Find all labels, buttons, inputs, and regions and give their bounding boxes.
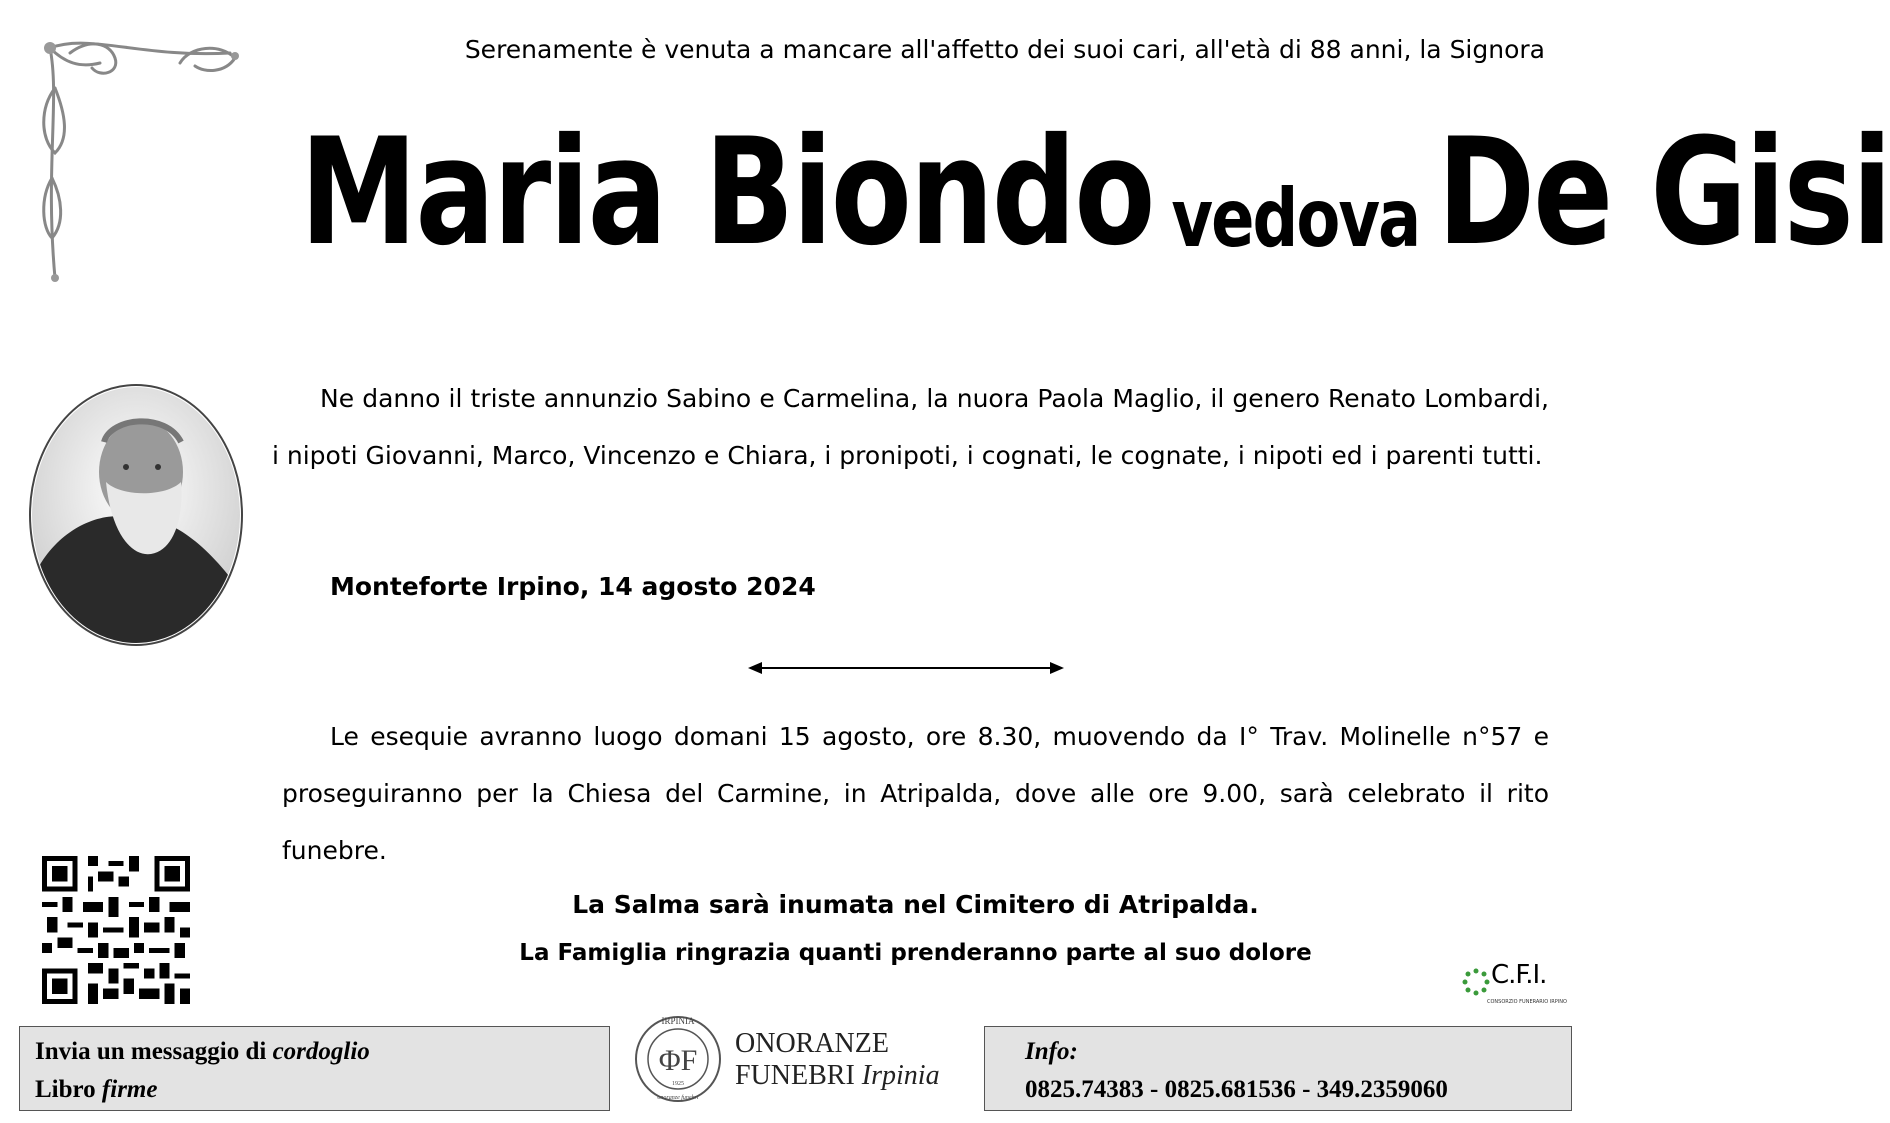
burial-text: La Salma sarà inumata nel Cimitero di Atripalda. bbox=[572, 890, 1259, 919]
corner-flourish-icon bbox=[30, 28, 250, 288]
first-name: Maria Biondo bbox=[300, 105, 1154, 278]
funeral-details: Le esequie avranno luogo domani 15 agosto, ore 8.30, muovendo da I° Trav. Molinelle n°57 e proseguiranno per la Chiesa del Carmine, in Atripalda, dove alle ore 9.00, sarà celebrato il rito funebre. bbox=[282, 722, 1549, 865]
cfi-logo: C.F.I. bbox=[1491, 960, 1547, 990]
funeral-home-logo bbox=[632, 1010, 724, 1108]
logo-top-text: IRPINIA bbox=[661, 1016, 695, 1026]
info-label: Info bbox=[1025, 1038, 1070, 1065]
intro-text: Serenamente è venuta a mancare all'affetto dei suoi cari, all'età di 88 anni, la Signora bbox=[464, 35, 1545, 64]
double-arrow-icon bbox=[748, 660, 1064, 676]
place-date: Monteforte Irpino, 14 agosto 2024 bbox=[330, 572, 816, 601]
cfi-dots-icon bbox=[1462, 968, 1490, 996]
announcement-text: Ne danno il triste annunzio Sabino e Carmelina, la nuora Paola Maglio, il genero Renato Lombardi, i nipoti Giovanni, Marco, Vincenzo e Chiara, i pronipoti, i cognati, le cognate, i nipoti ed i parenti tutti. bbox=[272, 384, 1549, 470]
brand-name: ONORANZE FUNEBRI Irpinia bbox=[735, 1028, 940, 1091]
name-connector: vedova bbox=[1171, 173, 1420, 266]
condolence-box[interactable] bbox=[19, 1026, 610, 1111]
logo-monogram: ΦF bbox=[658, 1044, 698, 1077]
qr-code-icon[interactable] bbox=[42, 856, 190, 1004]
condolence-link[interactable]: Invia un messaggio di cordoglio bbox=[35, 1038, 370, 1065]
guestbook-link[interactable]: Libro firme bbox=[35, 1076, 158, 1103]
thanks-text: La Famiglia ringrazia quanti prenderanno parte al suo dolore bbox=[519, 940, 1312, 966]
cfi-subtitle: CONSORZIO FUNERARIO IRPINO bbox=[1487, 999, 1567, 1005]
logo-year: 1925 bbox=[672, 1081, 684, 1087]
logo-bottom-text: onoranze funebri bbox=[657, 1095, 699, 1101]
phone-numbers[interactable]: 0825.74383 - 0825.681536 - 349.2359060 bbox=[1025, 1076, 1448, 1103]
saint-portrait bbox=[26, 382, 246, 648]
info-box: Info: 0825.74383 - 0825.681536 - 349.2359060 bbox=[984, 1026, 1572, 1111]
last-name: De Gisi bbox=[1437, 105, 1890, 278]
deceased-name bbox=[300, 105, 1890, 278]
